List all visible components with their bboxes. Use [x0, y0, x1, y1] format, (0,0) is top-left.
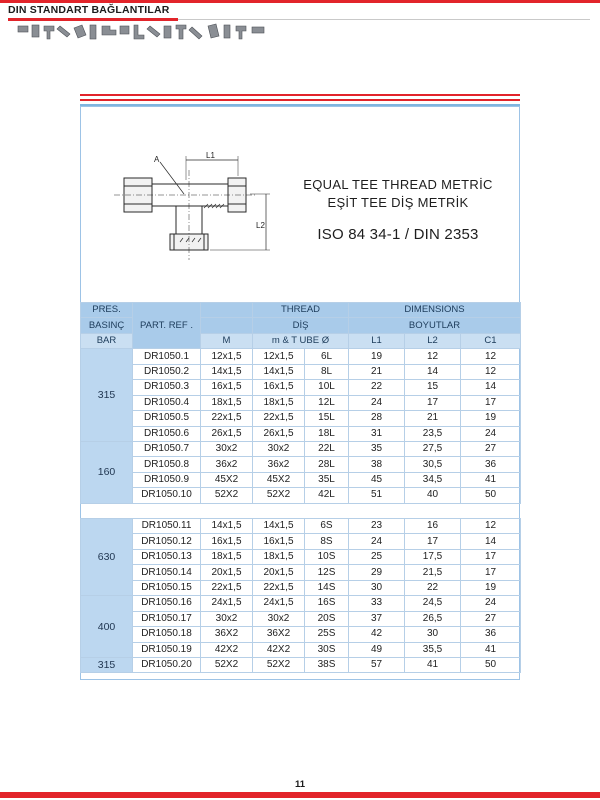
fitting-icon	[44, 26, 54, 39]
l1-cell: 37	[349, 611, 405, 626]
title-underline	[8, 18, 178, 21]
c1-cell: 50	[461, 657, 521, 672]
pressure-cell: 315	[81, 349, 133, 442]
tube-thread-cell: 52X2	[253, 657, 305, 672]
fitting-icon	[74, 25, 86, 38]
tube-thread-cell: 26x1,5	[253, 426, 305, 441]
table-row	[81, 642, 521, 657]
l2-cell: 21	[405, 411, 461, 426]
tube-size-cell: 8S	[305, 534, 349, 549]
tube-size-cell: 30S	[305, 642, 349, 657]
tube-size-cell: 38S	[305, 657, 349, 672]
header-blank	[201, 303, 253, 318]
pressure-cell: 160	[81, 441, 133, 503]
tube-size-cell: 25S	[305, 627, 349, 642]
thread-m-cell: 24x1,5	[201, 596, 253, 611]
l1-cell: 29	[349, 565, 405, 580]
l1-cell: 28	[349, 411, 405, 426]
tube-size-cell: 35L	[305, 472, 349, 487]
tube-thread-cell: 16x1,5	[253, 534, 305, 549]
product-title-en: EQUAL TEE THREAD METRİC	[303, 177, 493, 192]
l1-cell: 42	[349, 627, 405, 642]
tube-thread-cell: 22x1,5	[253, 411, 305, 426]
header-pres: PRES.	[81, 303, 133, 318]
l2-cell: 40	[405, 488, 461, 503]
fitting-icon	[32, 25, 39, 37]
fitting-icon	[102, 26, 116, 35]
c1-cell: 12	[461, 349, 521, 364]
accent-band-red	[80, 99, 520, 101]
tube-size-cell: 22L	[305, 441, 349, 456]
table-row	[81, 611, 521, 626]
tube-size-cell: 28L	[305, 457, 349, 472]
tube-size-cell: 12L	[305, 395, 349, 410]
table-row	[81, 580, 521, 595]
thread-m-cell: 22x1,5	[201, 411, 253, 426]
tube-size-cell: 18L	[305, 426, 349, 441]
l2-cell: 17,5	[405, 549, 461, 564]
thread-m-cell: 52X2	[201, 488, 253, 503]
table-row	[81, 349, 521, 364]
header-m: M	[201, 333, 253, 348]
header-boyutlar: BOYUTLAR	[349, 318, 521, 333]
spec-table-heavy-series	[80, 518, 521, 673]
l1-cell: 24	[349, 534, 405, 549]
tube-thread-cell: 18x1,5	[253, 395, 305, 410]
l2-cell: 26,5	[405, 611, 461, 626]
table-row	[81, 457, 521, 472]
table-row	[81, 472, 521, 487]
label-l1: L1	[206, 151, 215, 160]
header-basinc: BASINÇ	[81, 318, 133, 333]
tube-thread-cell: 30x2	[253, 611, 305, 626]
tube-thread-cell: 14x1,5	[253, 519, 305, 534]
part-ref-cell: DR1050.13	[133, 549, 201, 564]
l2-cell: 15	[405, 380, 461, 395]
table-row	[81, 627, 521, 642]
l1-cell: 21	[349, 364, 405, 379]
tube-size-cell: 10S	[305, 549, 349, 564]
label-l2: L2	[256, 221, 265, 230]
header-part-ref: PART. REF .	[133, 303, 201, 349]
c1-cell: 19	[461, 580, 521, 595]
header-tube: m & T UBE Ø	[253, 333, 349, 348]
thread-m-cell: 22x1,5	[201, 580, 253, 595]
part-ref-cell: DR1050.4	[133, 395, 201, 410]
l1-cell: 49	[349, 642, 405, 657]
tube-size-cell: 42L	[305, 488, 349, 503]
thread-m-cell: 20x1,5	[201, 565, 253, 580]
tube-thread-cell: 24x1,5	[253, 596, 305, 611]
part-ref-cell: DR1050.11	[133, 519, 201, 534]
part-ref-cell: DR1050.15	[133, 580, 201, 595]
tube-size-cell: 10L	[305, 380, 349, 395]
spec-table-light-series	[80, 302, 521, 504]
c1-cell: 41	[461, 472, 521, 487]
thread-m-cell: 18x1,5	[201, 395, 253, 410]
c1-cell: 17	[461, 395, 521, 410]
l1-cell: 24	[349, 395, 405, 410]
l1-cell: 51	[349, 488, 405, 503]
part-ref-cell: DR1050.2	[133, 364, 201, 379]
pressure-cell: 315	[81, 657, 133, 672]
part-ref-cell: DR1050.14	[133, 565, 201, 580]
l2-cell: 21,5	[405, 565, 461, 580]
c1-cell: 27	[461, 611, 521, 626]
header-bar: BAR	[81, 333, 133, 348]
tube-size-cell: 20S	[305, 611, 349, 626]
table-row	[81, 596, 521, 611]
tube-thread-cell: 45X2	[253, 472, 305, 487]
l1-cell: 22	[349, 380, 405, 395]
table-row	[81, 519, 521, 534]
table-row	[81, 565, 521, 580]
c1-cell: 24	[461, 596, 521, 611]
l1-cell: 57	[349, 657, 405, 672]
c1-cell: 12	[461, 519, 521, 534]
part-ref-cell: DR1050.9	[133, 472, 201, 487]
header-dimensions: DIMENSIONS	[349, 303, 521, 318]
table-row	[81, 488, 521, 503]
header-l2: L2	[405, 333, 461, 348]
table-row	[81, 426, 521, 441]
tube-size-cell: 8L	[305, 364, 349, 379]
fitting-icon	[236, 26, 246, 39]
part-ref-cell: DR1050.6	[133, 426, 201, 441]
l2-cell: 14	[405, 364, 461, 379]
l1-cell: 30	[349, 580, 405, 595]
l2-cell: 16	[405, 519, 461, 534]
tube-thread-cell: 30x2	[253, 441, 305, 456]
section-title: DIN STANDART BAĞLANTILAR	[8, 4, 170, 16]
tube-thread-cell: 20x1,5	[253, 565, 305, 580]
tube-size-cell: 15L	[305, 411, 349, 426]
fitting-icon	[90, 25, 96, 39]
thread-m-cell: 52X2	[201, 657, 253, 672]
product-title-tr: EŞİT TEE DİŞ METRİK	[327, 195, 469, 210]
header-thread: THREAD	[253, 303, 349, 318]
tube-thread-cell: 14x1,5	[253, 364, 305, 379]
fitting-icon	[252, 27, 264, 33]
tube-size-cell: 12S	[305, 565, 349, 580]
part-ref-cell: DR1050.19	[133, 642, 201, 657]
c1-cell: 17	[461, 549, 521, 564]
tube-thread-cell: 22x1,5	[253, 580, 305, 595]
l2-cell: 17	[405, 395, 461, 410]
tube-thread-cell: 52X2	[253, 488, 305, 503]
l1-cell: 31	[349, 426, 405, 441]
thread-m-cell: 30x2	[201, 611, 253, 626]
l2-cell: 30	[405, 627, 461, 642]
part-ref-cell: DR1050.20	[133, 657, 201, 672]
thread-m-cell: 45X2	[201, 472, 253, 487]
product-standard: ISO 84 34-1 / DIN 2353	[317, 226, 479, 243]
thread-m-cell: 14x1,5	[201, 519, 253, 534]
part-ref-cell: DR1050.8	[133, 457, 201, 472]
fitting-icon	[224, 25, 230, 38]
thread-m-cell: 36X2	[201, 627, 253, 642]
fitting-icon	[164, 26, 171, 38]
l1-cell: 19	[349, 349, 405, 364]
thread-m-cell: 16x1,5	[201, 380, 253, 395]
table-row	[81, 364, 521, 379]
thread-m-cell: 30x2	[201, 441, 253, 456]
l2-cell: 17	[405, 534, 461, 549]
c1-cell: 19	[461, 411, 521, 426]
header-dis: DİŞ	[253, 318, 349, 333]
part-ref-cell: DR1050.17	[133, 611, 201, 626]
tube-size-cell: 6L	[305, 349, 349, 364]
equal-tee-technical-drawing	[100, 150, 276, 272]
l2-cell: 34,5	[405, 472, 461, 487]
tube-size-cell: 14S	[305, 580, 349, 595]
fitting-icon	[18, 26, 28, 32]
thread-m-cell: 16x1,5	[201, 534, 253, 549]
pressure-cell: 400	[81, 596, 133, 658]
part-ref-cell: DR1050.3	[133, 380, 201, 395]
header-blank	[201, 318, 253, 333]
part-ref-cell: DR1050.7	[133, 441, 201, 456]
tube-thread-cell: 12x1,5	[253, 349, 305, 364]
l2-cell: 27,5	[405, 441, 461, 456]
part-ref-cell: DR1050.1	[133, 349, 201, 364]
l2-cell: 35,5	[405, 642, 461, 657]
table-row	[81, 549, 521, 564]
c1-cell: 14	[461, 380, 521, 395]
top-red-rule	[0, 0, 600, 3]
c1-cell: 24	[461, 426, 521, 441]
fitting-icon	[134, 25, 144, 39]
l1-cell: 33	[349, 596, 405, 611]
label-a: A	[154, 155, 160, 164]
header-c1: C1	[461, 333, 521, 348]
thread-m-cell: 18x1,5	[201, 549, 253, 564]
header-divider	[178, 19, 590, 20]
fitting-icon	[57, 26, 70, 37]
accent-band-red	[80, 94, 520, 96]
l1-cell: 38	[349, 457, 405, 472]
tube-size-cell: 6S	[305, 519, 349, 534]
fitting-icon	[176, 25, 186, 39]
thread-m-cell: 26x1,5	[201, 426, 253, 441]
tube-thread-cell: 36X2	[253, 627, 305, 642]
table-row	[81, 411, 521, 426]
c1-cell: 50	[461, 488, 521, 503]
c1-cell: 27	[461, 441, 521, 456]
part-ref-cell: DR1050.18	[133, 627, 201, 642]
tube-size-cell: 16S	[305, 596, 349, 611]
pressure-cell: 630	[81, 519, 133, 596]
c1-cell: 36	[461, 457, 521, 472]
page-number: 11	[294, 779, 306, 790]
header-l1: L1	[349, 333, 405, 348]
l2-cell: 41	[405, 657, 461, 672]
table-row	[81, 380, 521, 395]
thread-m-cell: 36x2	[201, 457, 253, 472]
thread-m-cell: 14x1,5	[201, 364, 253, 379]
c1-cell: 41	[461, 642, 521, 657]
fitting-icon	[120, 26, 129, 34]
thread-m-cell: 42X2	[201, 642, 253, 657]
thread-m-cell: 12x1,5	[201, 349, 253, 364]
l1-cell: 25	[349, 549, 405, 564]
tube-thread-cell: 16x1,5	[253, 380, 305, 395]
l2-cell: 23,5	[405, 426, 461, 441]
fitting-icon	[208, 24, 219, 38]
l2-cell: 30,5	[405, 457, 461, 472]
c1-cell: 17	[461, 565, 521, 580]
l2-cell: 24,5	[405, 596, 461, 611]
part-ref-cell: DR1050.12	[133, 534, 201, 549]
tube-thread-cell: 42X2	[253, 642, 305, 657]
fitting-icon	[189, 27, 202, 39]
table-row	[81, 441, 521, 456]
l1-cell: 35	[349, 441, 405, 456]
part-ref-cell: DR1050.10	[133, 488, 201, 503]
table-row	[81, 395, 521, 410]
fitting-icon	[147, 26, 160, 37]
table-row	[81, 534, 521, 549]
l2-cell: 12	[405, 349, 461, 364]
l1-cell: 23	[349, 519, 405, 534]
c1-cell: 36	[461, 627, 521, 642]
tube-thread-cell: 18x1,5	[253, 549, 305, 564]
footer-red-rule	[0, 792, 600, 798]
l1-cell: 45	[349, 472, 405, 487]
tube-thread-cell: 36x2	[253, 457, 305, 472]
part-ref-cell: DR1050.16	[133, 596, 201, 611]
c1-cell: 14	[461, 534, 521, 549]
c1-cell: 12	[461, 364, 521, 379]
table-row	[81, 657, 521, 672]
l2-cell: 22	[405, 580, 461, 595]
fittings-strip-image	[16, 22, 268, 52]
part-ref-cell: DR1050.5	[133, 411, 201, 426]
